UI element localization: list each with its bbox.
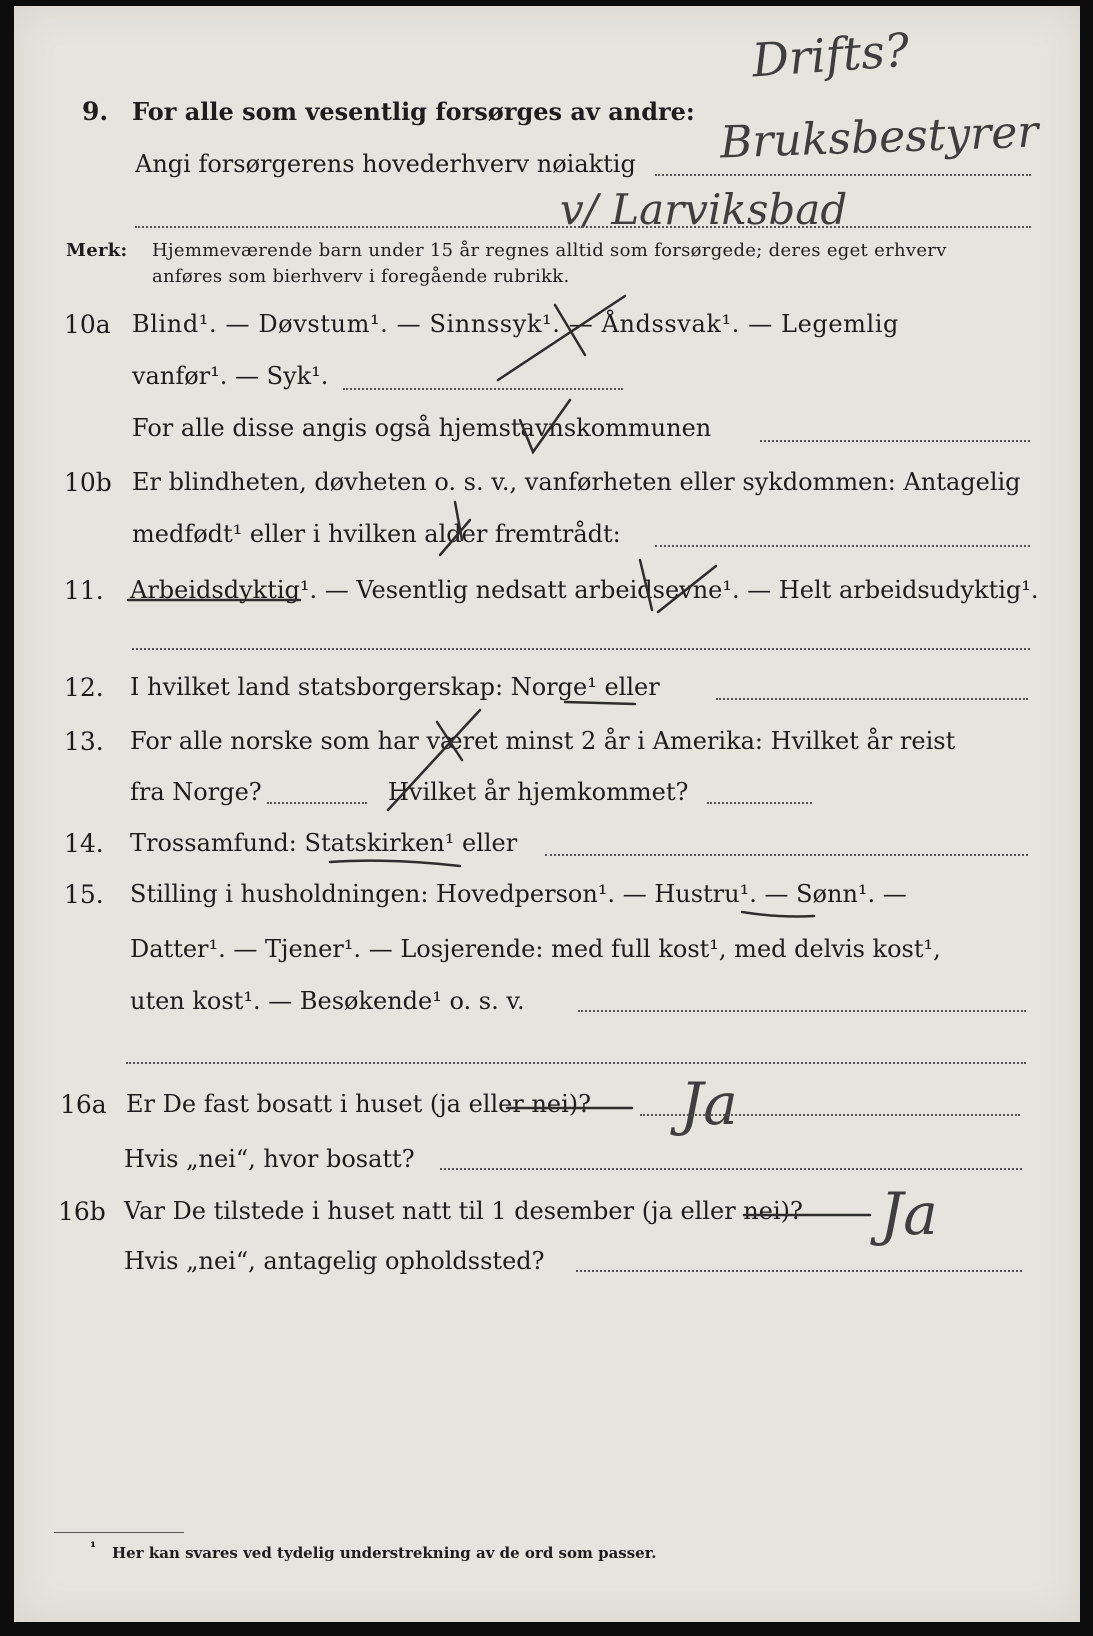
- q14-number: 14.: [64, 829, 104, 858]
- q16a-line2: Hvis „nei“, hvor bosatt?: [124, 1145, 415, 1173]
- q14-answer-line: [545, 854, 1028, 856]
- q16a-answer-line2: [440, 1168, 1022, 1170]
- q9-answer-line1: [655, 174, 1031, 176]
- handwritten-q16b-answer: Ja: [880, 1180, 938, 1248]
- q16a-number: 16a: [60, 1090, 107, 1119]
- handwritten-note-top: Drifts?: [750, 22, 912, 88]
- q15-line1: Stilling i husholdningen: Hovedperson¹. — Hustru¹. — Sønn¹. —: [130, 880, 907, 908]
- handwritten-q9-answer-line2: v/ Larviksbad: [560, 185, 848, 234]
- footnote-rule: [54, 1532, 184, 1533]
- footnote-text: Her kan svares ved tydelig understrekning av de ord som passer.: [112, 1544, 657, 1562]
- q10b-line2: medfødt¹ eller i hvilken alder fremtrådt:: [132, 520, 621, 548]
- q9-number: 9.: [82, 97, 109, 126]
- q10b-answer-line: [655, 545, 1030, 547]
- q15-line2: Datter¹. — Tjener¹. — Losjerende: med full kost¹, med delvis kost¹,: [130, 935, 941, 963]
- merk-line2: anføres som bierhverv i foregående rubrikk.: [152, 266, 570, 287]
- q15-answer-line1: [578, 1010, 1026, 1012]
- q10a-line2: vanfør¹. — Syk¹.: [132, 362, 329, 390]
- footnote-marker: ¹: [90, 1540, 97, 1556]
- q10a-line3: For alle disse angis også hjemstavnskommunen: [132, 414, 712, 442]
- q13-line1: For alle norske som har været minst 2 år i Amerika: Hvilket år reist: [130, 727, 956, 755]
- q10a-hjemstavn-answer-line: [760, 440, 1030, 442]
- q9-line2: Angi forsørgerens hovederhverv nøiaktig: [135, 150, 636, 178]
- q16b-line1: Var De tilstede i huset natt til 1 desember (ja eller nei)?: [124, 1197, 803, 1225]
- q10a-number: 10a: [64, 310, 111, 339]
- q10a-line1: Blind¹. — Døvstum¹. — Sinnssyk¹. — Åndssvak¹. — Legemlig: [132, 310, 900, 338]
- q9-answer-line2: [135, 226, 1031, 228]
- q11-line1: Arbeidsdyktig¹. — Vesentlig nedsatt arbeidsevne¹. — Helt arbeidsudyktig¹.: [130, 576, 1039, 604]
- q15-answer-line2: [126, 1062, 1026, 1064]
- q13-line2a: fra Norge?: [130, 778, 262, 806]
- handwritten-q9-answer-line1: Bruksbestyrer: [719, 106, 1040, 169]
- q12-number: 12.: [64, 673, 104, 702]
- q10a-syk-answer-line: [343, 388, 623, 390]
- q15-line3: uten kost¹. — Besøkende¹ o. s. v.: [130, 987, 525, 1015]
- q16b-answer-line: [576, 1270, 1022, 1272]
- q10b-line1: Er blindheten, døvheten o. s. v., vanførheten eller sykdommen: Antagelig: [132, 468, 1021, 496]
- q15-number: 15.: [64, 880, 104, 909]
- q13-line2b: Hvilket år hjemkommet?: [388, 778, 689, 806]
- q13-number: 13.: [64, 727, 104, 756]
- q12-line1: I hvilket land statsborgerskap: Norge¹ eller: [130, 673, 660, 701]
- q13-reist-answer-line: [267, 802, 367, 804]
- q16a-line1: Er De fast bosatt i huset (ja eller nei)?: [126, 1090, 592, 1118]
- q9-line1: For alle som vesentlig forsørges av andre:: [132, 97, 695, 126]
- q16b-number: 16b: [58, 1197, 106, 1226]
- q12-answer-line: [716, 698, 1028, 700]
- q16b-line2: Hvis „nei“, antagelig opholdssted?: [124, 1247, 545, 1275]
- q11-number: 11.: [64, 576, 104, 605]
- q11-answer-line: [132, 648, 1030, 650]
- q14-line1: Trossamfund: Statskirken¹ eller: [130, 829, 518, 857]
- handwritten-q16a-answer: Ja: [680, 1070, 738, 1138]
- q16a-answer-line1: [640, 1114, 1020, 1116]
- q10b-number: 10b: [64, 468, 112, 497]
- q13-hjemkommet-answer-line: [707, 802, 812, 804]
- merk-line1: Hjemmeværende barn under 15 år regnes alltid som forsørgede; deres eget erhverv: [152, 240, 947, 261]
- merk-label: Merk:: [66, 240, 128, 261]
